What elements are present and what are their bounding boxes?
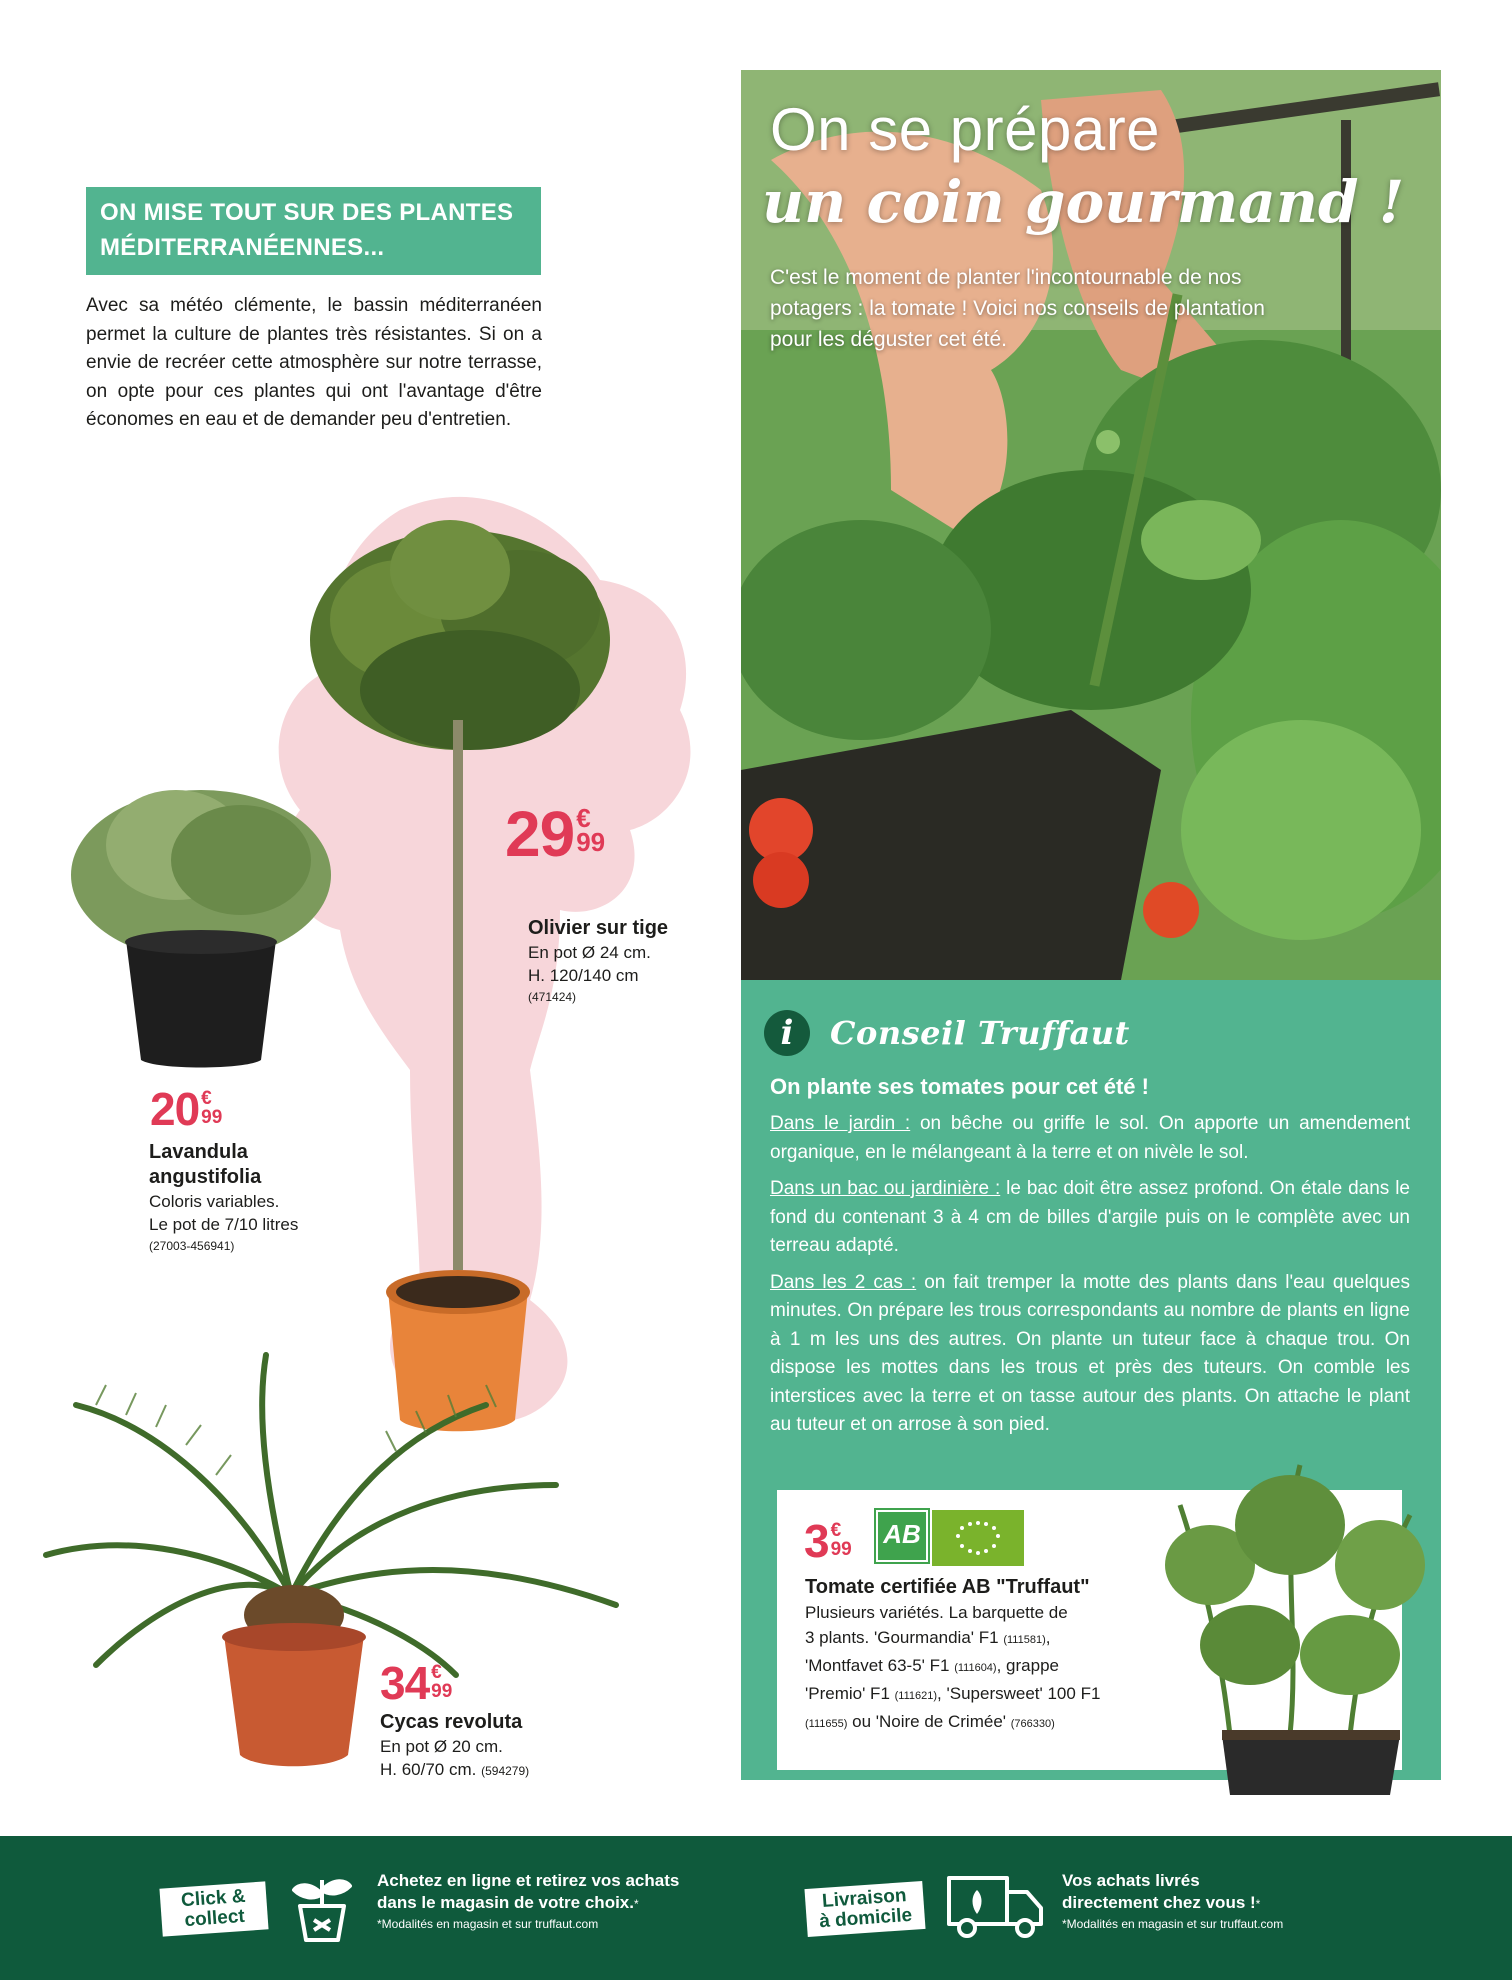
conseil-title: Conseil Truffaut xyxy=(830,1014,1130,1052)
olivier-price: 29 € 99 xyxy=(505,798,606,870)
info-icon: i xyxy=(764,1010,810,1056)
cycas-price: 34 € 99 xyxy=(380,1657,453,1709)
lavandula-price: 20 € 99 xyxy=(150,1083,223,1135)
conseil-paragraph-jardin: Dans le jardin : on bêche ou griffe le sol. On apporte un amendement organique, en le mélangeant à la terre et on nivèle le sol. xyxy=(770,1113,1410,1163)
conseil-paragraph-cas: Dans les 2 cas : on fait tremper la motte des plants dans l'eau quelques minutes. On prépare les trous correspondants au nombre de plants en ligne à 1 m les uns des autres. On plante un tuteur face à chaque trou. On dispose les mottes dans les trous et près des tuteurs. On comble les interstices avec la terre et on tasse autour des plants. On attache le plant au tuteur et on arrose à son pied. xyxy=(770,1271,1411,1435)
cycas-info: Cycas revoluta En pot Ø 20 cm. H. 60/70 cm. (594279) xyxy=(380,1711,530,1779)
ab-organic-logo: AB xyxy=(876,1510,928,1562)
intro-paragraph: Avec sa météo clémente, le bassin méditerranéen permet la culture de plantes très résistantes. Si on a envie de recréer cette atmosphère sur notre terrasse, on opte pour ces plantes qui ont l'avantage d'être économes en eau et de demander peu d'entretien. xyxy=(86,295,542,430)
tomate-info: Tomate certifiée AB "Truffaut" Plusieurs variétés. La barquette de 3 plants. 'Gourmandia' F1 (111581), 'Montfavet 63-5' F1 (111604), grappe 'Premio' F1 (111621), 'Supersweet' 100 F1 (111655) ou 'Noire de Crimée' (766330) xyxy=(805,1576,1101,1731)
tomato-plants-image xyxy=(1160,1445,1430,1805)
section-title xyxy=(86,187,541,275)
click-collect-text: Achetez en ligne et retirez vos achats dans le magasin de votre choix.* *Modalités en magasin et sur truffaut.com xyxy=(377,1871,680,1931)
tomate-price: 3 € 99 xyxy=(804,1515,852,1567)
cycas-image xyxy=(36,1345,626,1770)
section-title-line2: MÉDITERRANÉENNES... xyxy=(100,234,385,261)
click-collect-badge[interactable]: Click & collect xyxy=(159,1881,268,1936)
livraison-text: Vos achats livrés directement chez vous !* *Modalités en magasin et sur truffaut.com xyxy=(1062,1871,1284,1931)
olivier-info: Olivier sur tige En pot Ø 24 cm. H. 120/140 cm (471424) xyxy=(528,917,669,1004)
conseil-subtitle: On plante ses tomates pour cet été ! xyxy=(770,1074,1149,1099)
conseil-paragraph-bac: Dans un bac ou jardinière : le bac doit être assez profond. On étale dans le fond du contenant 3 à 4 cm de billes d'argile puis on le complète avec un terreau adapté. xyxy=(770,1178,1410,1256)
plant-pot-icon xyxy=(290,1872,354,1944)
delivery-truck-icon xyxy=(945,1870,1045,1942)
hero-text: C'est le moment de planter l'incontournable de nos potagers : la tomate ! Voici nos conseils de plantation pour les déguster cet été. xyxy=(770,266,1265,351)
livraison-badge[interactable]: Livraison à domicile xyxy=(804,1881,925,1937)
lavender-image xyxy=(66,765,336,1075)
hero-title-line1: On se prépare xyxy=(770,96,1161,163)
hero-title-line2: un coin gourmand ! xyxy=(762,168,1405,236)
conseil-body xyxy=(770,1110,1410,1448)
lavandula-info: Lavandula angustifolia Coloris variables. Le pot de 7/10 litres (27003-456941) xyxy=(149,1141,299,1253)
section-title-line1: ON MISE TOUT SUR DES PLANTES xyxy=(100,199,514,226)
eu-organic-leaf-icon xyxy=(932,1510,1024,1566)
olivier-name: Olivier sur tige xyxy=(528,917,669,939)
